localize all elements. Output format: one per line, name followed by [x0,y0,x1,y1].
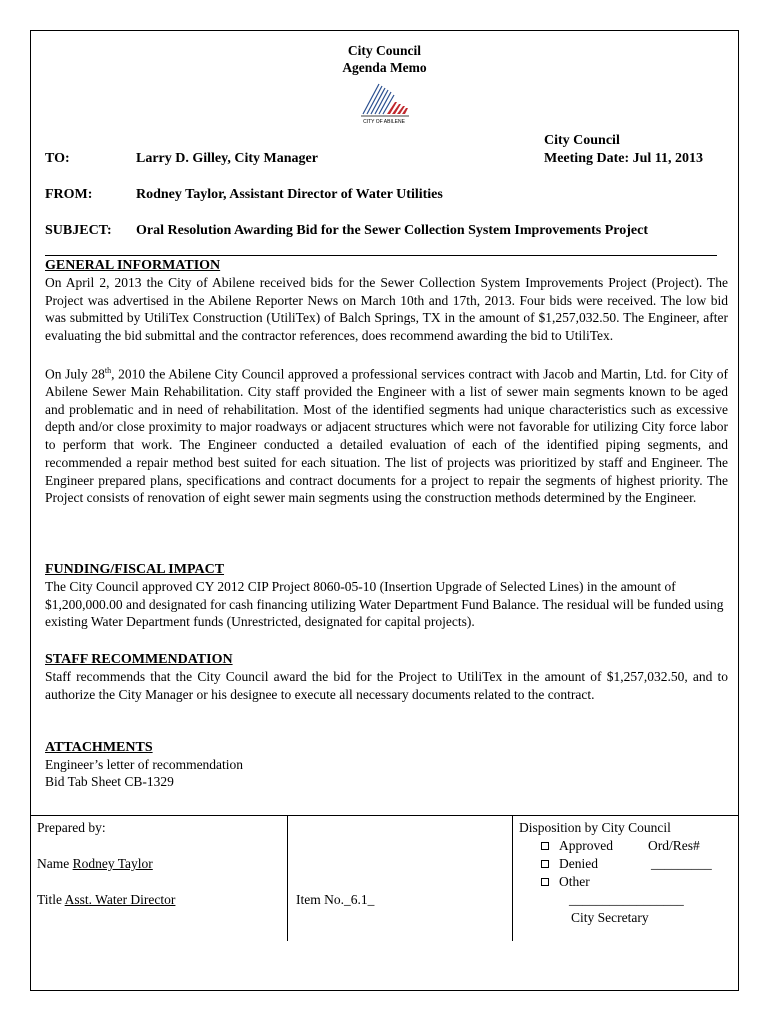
attachment-item: Engineer’s letter of recommendation [45,757,244,772]
item-number-cell [288,815,513,941]
title-line [37,892,175,908]
general-paragraph-2 [45,362,728,507]
name-label: Name [37,856,73,871]
general-information-heading: GENERAL INFORMATION [45,258,221,273]
city-secretary-label: City Secretary [571,910,649,925]
title-label: Title [37,892,65,907]
other-label: Other [559,874,590,889]
to-value: Larry D. Gilley, City Manager [136,151,318,166]
ordres-label: Ord/Res# [648,838,700,853]
secretary-blank: _________________ [569,892,684,907]
attachments-heading: ATTACHMENTS [45,740,153,755]
p2-sup: th [104,365,112,375]
disposition-label: Disposition by City Council [519,820,671,835]
from-label: FROM: [45,187,93,202]
funding-heading: FUNDING/FISCAL IMPACT [45,562,225,577]
subject-value: Oral Resolution Awarding Bid for the Sewer Collection System Improvements Project [136,223,648,238]
to-label: TO: [45,151,70,166]
attachments-section [45,739,728,790]
header-line1: City Council [347,43,422,58]
denied-option [541,856,598,872]
meeting-header-line1: City Council [544,133,620,148]
funding-section [45,561,728,631]
funding-paragraph: The City Council approved CY 2012 CIP Project 8060-05-10 (Insertion Upgrade of Selected Lines) in the amount of $1,200,000.00 and designated for cash financing utilizing Water Department Fund Balance. The residual will be funded using existing Water Department funds (Unrestricted, designated for capital projects). [45,579,724,630]
prepared-by-label: Prepared by: [37,820,106,835]
general-paragraph-1: On April 2, 2013 the City of Abilene received bids for the Sewer Collection System Improvements Project (Project). The Project was advertised in the Abilene Reporter News on March 10th and 17th, 2013. Four bids were received. The low bid was submitted by UtiliTex Construction (UtiliTex) of Balch Springs, TX in the amount of $1,257,032.50. The Engineer, after evaluating the bid submittal and the contractor references, does recommend awarding the bid to UtiliTex. [45,275,728,344]
disposition-cell [513,815,738,941]
attachment-item: Bid Tab Sheet CB-1329 [45,774,174,789]
subject-label: SUBJECT: [45,223,112,238]
prepared-by-cell [31,815,288,941]
other-checkbox-icon [541,878,549,886]
denied-label: Denied [559,856,598,871]
memo-page [30,30,739,991]
ordres-blank: _________ [651,856,712,871]
approved-option [541,838,613,854]
staff-recommendation-heading: STAFF RECOMMENDATION [45,652,233,667]
svg-text:CITY OF ABILENE: CITY OF ABILENE [363,119,405,125]
header-line2: Agenda Memo [342,60,427,75]
p2-prefix: On July 28 [45,366,105,382]
approved-label: Approved [559,838,613,853]
divider [45,255,717,256]
approved-checkbox-icon [541,842,549,850]
staff-recommendation-paragraph: Staff recommends that the City Council award the bid for the Project to UtiliTex in the amount of $1,257,032.50, and to authorize the City Manager or his designee to execute all necessary documents related to the contract. [45,669,728,702]
general-information-section [45,257,728,507]
name-value: Rodney Taylor [72,856,153,871]
item-number: Item No._6.1_ [296,892,375,907]
from-value: Rodney Taylor, Assistant Director of Water Utilities [136,187,443,202]
name-line [37,856,153,872]
meeting-date: Meeting Date: Jul 11, 2013 [544,151,704,166]
city-of-abilene-logo [357,78,411,128]
p2-rest: , 2010 the Abilene City Council approved a professional services contract with Jacob and Martin, Ltd. for City of Abilene Sewer Main Rehabilitation. City staff provided the Engineer with a list of sewer main segments known to be aged and problematic and in need of rehabilitation. Most of the identified segments had unique characteristics such as excessive depth and/or close proximity to major roadways or adjacent structures which were not favorable for utilizing City force labor to perform that work. The Engineer conducted a detailed evaluation of each of the identified piping segments, and recommended a repair method best suited for each situation. The list of projects was prioritized by staff and Engineer. The Engineer prepared plans, specifications and contract documents for a project to repair the segments of highest priority. The Project consists of renovation of eight sewer main segments using the construction methods determined by the Engineer. [45,366,728,506]
staff-recommendation-section [45,651,728,703]
other-option [541,874,590,890]
signature-table [31,815,738,941]
denied-checkbox-icon [541,860,549,868]
title-value: Asst. Water Director [64,892,176,907]
